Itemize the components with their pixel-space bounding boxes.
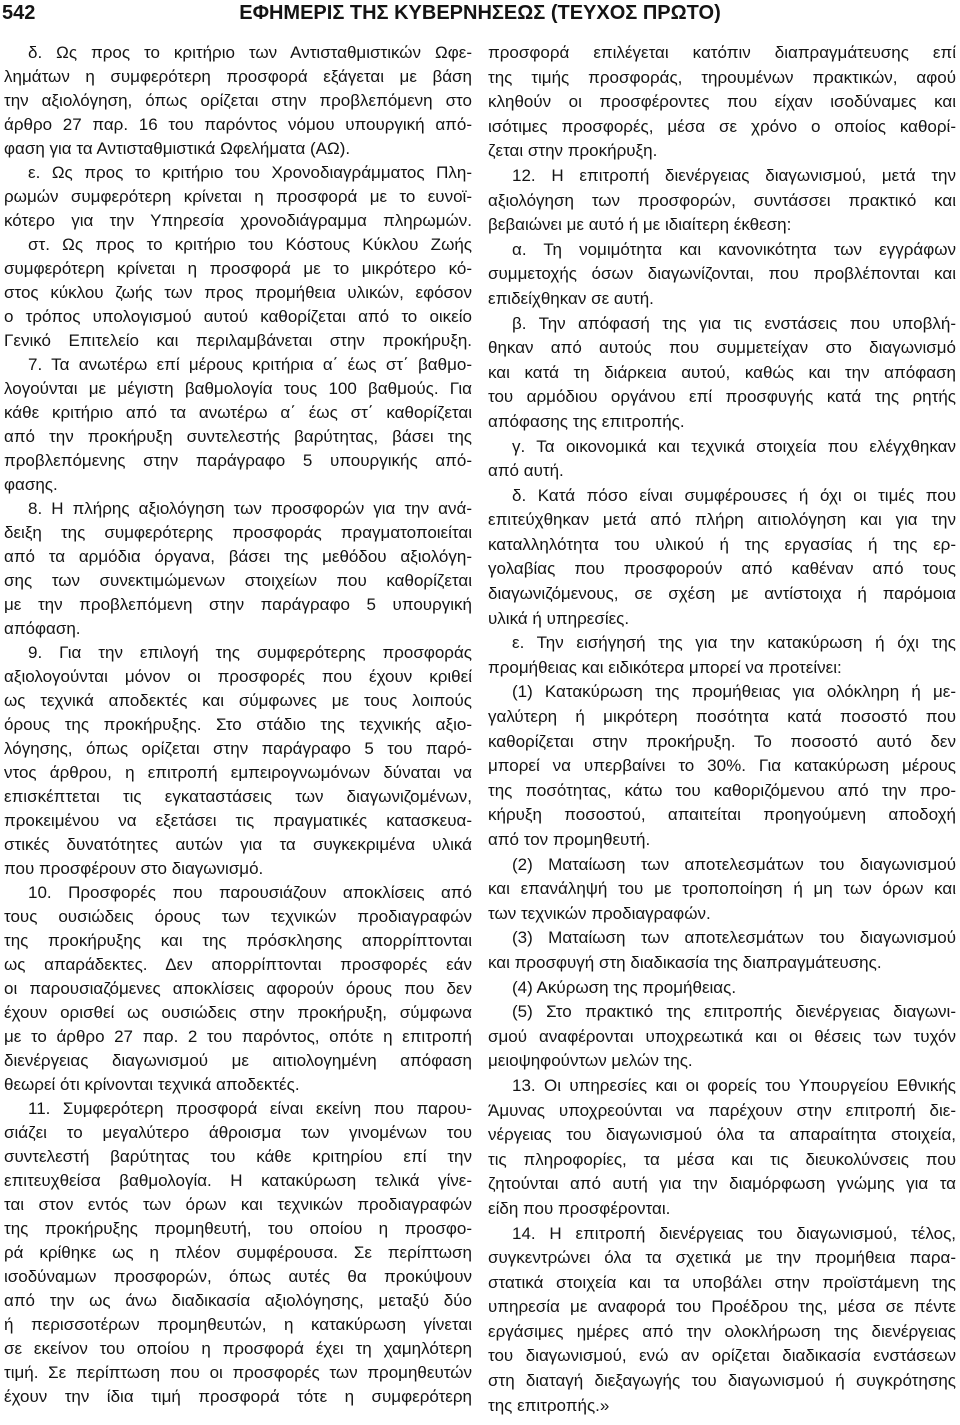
paragraph — [4, 1097, 472, 1409]
text-line: του διαγωνισμού, ενώ αν ορίζεται διαδικασία ενστάσεων — [488, 1346, 956, 1366]
paragraph — [488, 1074, 956, 1222]
text-line: των τεχνικών προδιαγραφών. — [488, 903, 711, 923]
text-line: α. Τη νομιμότητα και κανονικότητα των εγγράφων — [512, 239, 956, 259]
text-line: και επανάληψή του με τροποποίηση ή μη των όρων και — [488, 879, 956, 899]
text-line: επιδείχθηκαν σε αυτή. — [488, 288, 654, 308]
text-line: προσφορά επιλέγεται κατόπιν διαπραγμάτευσης επί — [488, 43, 956, 62]
text-line: γαλύτερη ή μικρότερη ποσότητα κατά ποσοστό που — [488, 707, 956, 727]
text-line: σμού αναφέρονται υποχρεωτικά και οι θέσεις των τυχόν — [488, 1026, 956, 1046]
text-line: βεβαιώνει με αυτό ή με ιδιαίτερη έκθεση: — [488, 215, 792, 235]
text-line: σε εκείνον του οποίου η προσφορά έχει τη χαμηλότερη — [4, 1339, 472, 1358]
paragraph — [488, 631, 956, 680]
text-line: από τα αρμόδια όργανα, βάσει της μεθόδου αξιολόγη- — [4, 547, 472, 566]
text-line: από τον προμηθευτή. — [488, 830, 651, 849]
text-line: από την ως άνω διαδικασία αξιολόγησης, μεταξύ δύο — [4, 1291, 472, 1310]
text-line: υπηρεσία με αναφορά του Προέδρου της, μέσα σε πέντε — [488, 1297, 956, 1317]
text-line: 9. Για την επιλογή της συμφερότερης προσφοράς — [28, 643, 472, 662]
paragraph — [488, 680, 956, 852]
text-line: συγκεντρώνει όλα τα σχετικά με την προμήθεια παρα- — [488, 1248, 956, 1268]
text-line: δειξη της συμφερότερης προσφοράς πραγματοποιείται — [4, 523, 472, 542]
text-line: σης των συνεκτιμώμενων στοιχείων που καθορίζεται — [4, 571, 472, 590]
text-line: τους ουσιώδεις όρους των τεχνικών προδιαγραφών — [4, 907, 472, 926]
text-line: ισοδύναμων προσφορών, όπως αυτές θα προκύψουν — [4, 1267, 472, 1286]
paragraph — [488, 312, 956, 435]
text-line: (5) Στο πρακτικό της επιτροπής διενέργειας διαγωνι- — [512, 1002, 956, 1022]
text-line: (4) Ακύρωση της προμήθειας. — [512, 977, 737, 997]
paragraph — [4, 353, 472, 497]
paragraph — [4, 41, 472, 161]
text-line: διαγωνιζόμενους, σε σχέση με αντίστοιχα ή παρόμοια — [488, 584, 956, 604]
text-line: τιμή. Σε περίπτωση που οι προσφορές των προμηθευτών — [4, 1363, 472, 1382]
paragraph — [488, 1000, 956, 1074]
text-line: θηκαν από αυτούς που συμμετείχαν στο διαγωνισμό — [488, 338, 956, 358]
paragraph — [488, 976, 956, 1001]
text-line: δ. Ως προς το κριτήριο των Αντισταθμιστικών Ωφε- — [28, 43, 472, 62]
paragraph — [4, 233, 472, 353]
paragraph — [4, 161, 472, 233]
text-line: απόφαση. — [4, 619, 81, 638]
text-line: όρους της προκήρυξης. Στο στάδιο της τεχνικής αξιο- — [4, 715, 472, 734]
text-line: ντος άρθρου, η επιτροπή εμπειρογνωμόνων δύναται να — [4, 763, 472, 782]
text-line: επιτευχθείσα βαθμολογία. Η κατακύρωση τελικά γίνε- — [4, 1171, 472, 1190]
text-line: και κατά τη διάρκεια αυτού, καθώς και την απόφαση — [488, 362, 956, 382]
text-line: γ. Τα οικονομικά και τεχνικά στοιχεία που ελέγχθηκαν — [512, 436, 956, 456]
text-line: συντελεστή βαρύτητας του κάθε κριτηρίου επί την — [4, 1147, 472, 1166]
text-line: 7. Τα ανωτέρω επί μέρους κριτήρια α΄ έως στ΄ βαθμο- — [28, 355, 472, 374]
text-line: ισότιμες προσφορές, μέσα σε χρόνο ο οποίος καθορί- — [488, 116, 956, 136]
text-line: προκειμένου να εξετάσει τις πραγματικές κατασκευα- — [4, 811, 472, 830]
text-line: 10. Προσφορές που παρουσιάζουν αποκλίσεις από — [28, 883, 472, 902]
text-line: τις πληροφορίες, τα μέσα και τις διευκολύνσεις που — [488, 1149, 956, 1169]
text-line: 13. Οι υπηρεσίες και οι φορείς του Υπουργείου Εθνικής — [512, 1075, 956, 1095]
text-line: φαση για τα Αντισταθμιστικά Ωφελήματα (ΑΩ). — [4, 139, 351, 158]
text-line: νέργειας του διαγωνισμού όλα τα απαραίτητα στοιχεία, — [488, 1125, 956, 1145]
text-line: κήρυξη ποσοστού, απαιτείται προηγούμενη αποδοχή — [488, 805, 956, 825]
text-line: άρθρο 27 παρ. 16 του παρόντος νόμου υπουργική από- — [4, 115, 472, 134]
text-line: καταλληλότητα του υλικού ή της εργασίας ή της ερ- — [488, 534, 956, 554]
text-line: της προκήρυξης και της πρόσκλησης απορρίπτονται — [4, 931, 472, 950]
text-line: β. Την απόφασή της για τις ενστάσεις που υποβλή- — [512, 313, 956, 333]
text-line: (3) Ματαίωση των αποτελεσμάτων του διαγωνισμού — [512, 928, 956, 948]
text-line: εργάσιμες ημέρες από την ολοκλήρωση της διενέργειας — [488, 1321, 956, 1341]
text-line: μπορεί να υπερβαίνει το 30%. Για κατακύρωση μέρους — [488, 756, 956, 776]
text-line: που προσφέρουν στο διαγωνισμό. — [4, 859, 264, 878]
text-line: ρωμών συμφερότερη κρίνεται η προσφορά με το ευνοϊ- — [4, 187, 472, 206]
text-line: κότερο για την Υπηρεσία χρονοδιάγραμμα πληρωμών. — [4, 211, 472, 230]
paragraph — [488, 484, 956, 632]
text-line: έχουν την ίδια τιμή προσφορά τότε η συμφερότερη — [4, 1387, 472, 1406]
text-line: στος κύκλου ζωής των προς προμήθεια υλικών, εφόσον — [4, 283, 472, 302]
text-line: επισκέπτεται τις εγκαταστάσεις των διαγωνιζομένων, — [4, 787, 472, 806]
text-line: της ποσότητας, κάτω του καθοριζόμενου από την προ- — [488, 780, 956, 800]
paragraph — [4, 641, 472, 881]
text-line: την αξιολόγηση, όπως ορίζεται στην προβλεπόμενη στο — [4, 91, 472, 110]
text-line: σιάζει το μεγαλύτερο άθροισμα των γινομένων του — [4, 1123, 472, 1142]
text-line: (2) Ματαίωση των αποτελεσμάτων του διαγωνισμού — [512, 854, 956, 874]
text-line: στατικά στοιχεία και τα υποβάλει στην προϊστάμενη της — [488, 1272, 956, 1292]
text-line: στικές δυνατότητες αυτών για τα συγκεκριμένα υλικά — [4, 835, 472, 854]
text-line: ως απαράδεκτες. Δεν απορρίπτονται προσφορές εάν — [4, 955, 472, 974]
text-line: απόφασης της επιτροπής. — [488, 411, 685, 431]
text-line: 11. Συμφερότερη προσφορά είναι εκείνη που παρου- — [28, 1099, 472, 1118]
paragraph — [488, 926, 956, 975]
text-line: ο τρόπος υπολογισμού αυτού καθορίζεται από το οικείο — [4, 307, 472, 326]
text-line: λόγησης, όπως ορίζεται στην παράγραφο 5 του παρό- — [4, 739, 472, 758]
text-line: κάθε κριτήριο από τα ανωτέρω α΄ έως στ΄ καθορίζεται — [4, 403, 472, 422]
right-text-column — [488, 41, 956, 1418]
text-line: φασης. — [4, 475, 58, 494]
paragraph — [4, 497, 472, 641]
left-text-column — [4, 41, 472, 1409]
text-line: θεωρεί ότι κρίνονται τεχνικά αποδεκτές. — [4, 1075, 300, 1094]
text-line: επιτεύχθηκαν μετά από πλήρη αιτιολόγηση και για την — [488, 510, 956, 530]
text-line: υλικά ή υπηρεσίες. — [488, 608, 630, 628]
paragraph — [488, 41, 956, 164]
text-line: συμφερότερη κρίνεται η προσφορά με το μικρότερο κό- — [4, 259, 472, 278]
page-number: 542 — [2, 2, 36, 24]
text-line: διενέργειας διαγωνισμού με αιτιολογημένη απόφαση — [4, 1051, 472, 1070]
text-line: λημάτων η συμφερότερη προσφορά εξάγεται με βάση — [4, 67, 472, 86]
text-line: μειοψηφούντων μελών της. — [488, 1051, 693, 1071]
running-header-title: ΕΦΗΜΕΡΙΣ ΤΗΣ ΚΥΒΕΡΝΗΣΕΩΣ (ΤΕΥΧΟΣ ΠΡΩΤΟ) — [239, 2, 721, 24]
text-line: γολαβίας που προσφορούν από καθέναν από τους — [488, 559, 956, 579]
text-line: δ. Κατά πόσο είναι συμφέρουσες ή όχι οι τιμές που — [512, 485, 956, 505]
text-line: από αυτή. — [488, 461, 564, 481]
paragraph — [488, 1222, 956, 1419]
text-line: της επιτροπής.» — [488, 1395, 610, 1415]
text-line: ζητούνται από αυτή για την διαμόρφωση γνώμης για τα — [488, 1174, 956, 1194]
text-line: κληθούν οι προσφέροντες που είχαν ισοδύναμες και — [488, 92, 956, 112]
text-line: συμμετοχής όσων διαγωνίζονται, που προβλέπονται και — [488, 264, 956, 284]
text-line: 8. Η πλήρης αξιολόγηση των προσφορών για την ανά- — [28, 499, 472, 518]
text-line: με το άρθρο 27 παρ. 2 του παρόντος, οπότε η επιτροπή — [4, 1027, 472, 1046]
text-line: με την προβλεπόμενη στην παράγραφο 5 υπουργική — [4, 595, 472, 614]
paragraph — [488, 164, 956, 238]
text-line: ται στον εντός των όρων και τεχνικών προδιαγραφών — [4, 1195, 472, 1214]
text-line: από την προκήρυξη συντελεστής βαρύτητας, βάσει της — [4, 427, 472, 446]
paragraph — [488, 435, 956, 484]
text-line: οι παρουσιαζόμενες αποκλίσεις αφορούν όρους που δεν — [4, 979, 472, 998]
text-line: στη διαταγή διεξαγωγής του διαγωνισμού ή συγκρότησης — [488, 1371, 956, 1391]
text-line: του αρμόδιου οργάνου επί προσφυγής κατά της ρητής — [488, 387, 956, 407]
text-line: 12. Η επιτροπή διενέργειας διαγωνισμού, μετά την — [512, 165, 956, 185]
text-line: ε. Την εισήγησή της για την κατακύρωση ή όχι της — [512, 633, 956, 653]
text-line: Άμυνας υποχρεούνται να παρέχουν στην επιτροπή διε- — [488, 1100, 956, 1120]
text-line: προμήθειας και ειδικότερα μπορεί να προτείνει: — [488, 657, 842, 677]
text-line: και προσφυγή στη διαδικασία της διαπραγμάτευσης. — [488, 952, 882, 972]
text-line: της τιμής προσφοράς, τηρουμένων πρακτικών, αφού — [488, 67, 956, 87]
text-line: ε. Ως προς το κριτήριο του Χρονοδιαγράμματος Πλη- — [28, 163, 472, 182]
text-line: Γενικό Επιτελείο και περιλαμβάνεται στην προκήρυξη. — [4, 331, 472, 350]
text-line: έχουν ορισθεί ως ουσιώδεις στην προκήρυξη, σύμφωνα — [4, 1003, 472, 1022]
text-line: ή περισσοτέρων προμηθευτών, η κατακύρωση γίνεται — [4, 1315, 472, 1334]
paragraph — [4, 881, 472, 1097]
text-line: αξιολόγηση των προσφορών, συντάσσει πρακτικό και — [488, 190, 956, 210]
paragraph — [488, 238, 956, 312]
text-line: λογούνται με μέγιστη βαθμολογία τους 100 βαθμούς. Για — [4, 379, 472, 398]
text-line: προβλεπόμενης στην παράγραφο 5 υπουργικής από- — [4, 451, 472, 470]
text-line: στ. Ως προς το κριτήριο του Κόστους Κύκλου Ζωής — [28, 235, 472, 254]
text-line: καθορίζεται στην προκήρυξη. Το ποσοστό αυτό δεν — [488, 731, 956, 751]
paragraph — [488, 853, 956, 927]
text-line: ζεται στην προκήρυξη. — [488, 141, 658, 161]
text-line: (1) Κατακύρωση της προμήθειας για ολόκληρη ή με- — [512, 682, 956, 702]
text-line: ρά κρίθηκε ως η πλέον συμφέρουσα. Σε περίπτωση — [4, 1243, 472, 1262]
text-line: της προκήρυξης προμηθευτή, του οποίου η προσφο- — [4, 1219, 472, 1238]
text-line: ως τεχνικά αποδεκτές και σύμφωνες με τους λοιπούς — [4, 691, 472, 710]
text-line: είδη που προσφέρονται. — [488, 1198, 671, 1218]
text-line: αξιολογούνται μόνον οι προσφορές που έχουν κριθεί — [4, 667, 472, 686]
text-line: 14. Η επιτροπή διενέργειας του διαγωνισμού, τέλος, — [512, 1223, 956, 1243]
